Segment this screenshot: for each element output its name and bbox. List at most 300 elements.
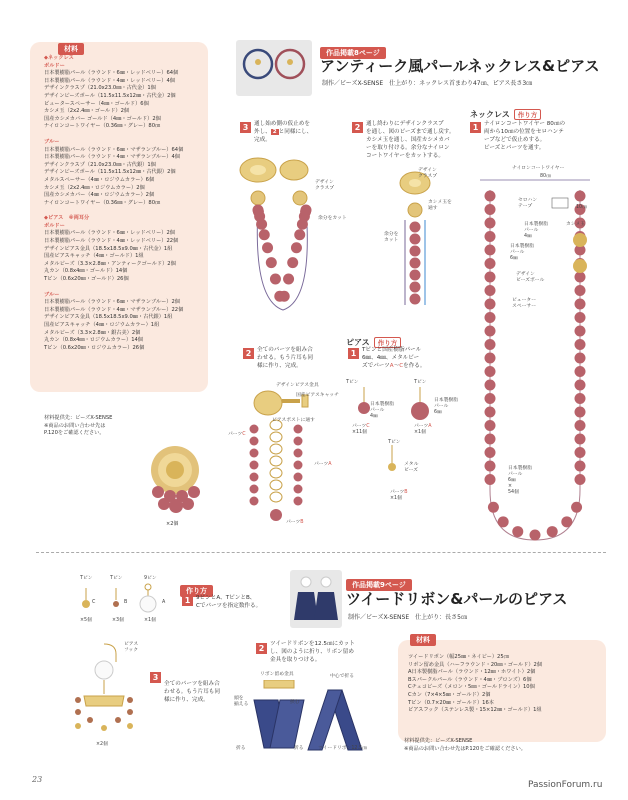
- pearl-bead: [485, 245, 496, 256]
- e-partsA-t: パーツ: [414, 424, 429, 429]
- jump-ring: [270, 480, 282, 490]
- pearl-bead: [498, 516, 509, 527]
- pearl-bead: [256, 219, 267, 230]
- e-partsC-l: C: [366, 424, 370, 429]
- pearl-bead: [262, 242, 273, 253]
- pearl-bead: [410, 258, 421, 269]
- r-note2: ※商品のお問い合わせ先はP.120をご確認ください。: [404, 745, 526, 752]
- necklace-bordeaux-item: 国産カシメカバー ゴールド（4㎜・ゴールド）2個: [44, 115, 161, 122]
- n1-b4: ×: [508, 484, 513, 489]
- earring-note: ※両耳分: [68, 215, 90, 222]
- pearl-bead: [575, 474, 586, 485]
- pearl-bead: [571, 502, 582, 513]
- project2-badge: 作品掲載9ページ: [346, 579, 412, 591]
- jump-ring: [270, 492, 282, 502]
- earring-bordeaux-item: 日本製樹脂パール（ラウンド・4㎜・レッドベリー）22個: [44, 238, 179, 245]
- n-step1-line3: ープなどで仮止めする。: [484, 137, 546, 143]
- r-x5: ×5個: [80, 618, 92, 623]
- earring-step1-text: [362, 346, 425, 370]
- supplier-note-3: P.120をご確認ください。: [44, 430, 105, 437]
- pearl-bead: [287, 257, 298, 268]
- n1-spacer-label: [512, 298, 536, 310]
- n-step3-line2: [254, 128, 312, 136]
- n1-nylon-a: ナイロンコートワイヤー: [512, 166, 565, 171]
- n-step3-ref: 2: [272, 129, 277, 135]
- r3-hook-a: ピアス: [124, 642, 139, 647]
- watermark: PassionForum.ru: [528, 780, 603, 790]
- pearl-bead: [485, 420, 496, 431]
- e-partsC-t: パーツ: [352, 424, 367, 429]
- necklace-heading: ◆ネックレス: [44, 55, 74, 61]
- pearl-bead: [250, 437, 259, 446]
- pearl-bead: [575, 272, 586, 283]
- e2-pc-l: C: [242, 432, 246, 437]
- earring-blue-items: [44, 299, 183, 352]
- pearl-bead: [485, 204, 496, 215]
- n1-tape-a: セロハン: [518, 198, 538, 203]
- e-partsC-x: ×11個: [352, 430, 367, 435]
- earring-bordeaux-item: Tピン（0.6x20㎜・ゴールド）26個: [44, 276, 129, 283]
- r-x1: ×1個: [144, 618, 156, 623]
- pearl-bead: [283, 274, 294, 285]
- pearl-bead: [410, 282, 421, 293]
- earring-bordeaux-items: [44, 230, 183, 283]
- ribbon-material-item: Tピン（0.7×20㎜・ゴールド）16本: [408, 699, 494, 706]
- pearl-bead: [294, 473, 303, 482]
- pearl-bead: [485, 380, 496, 391]
- r-step1-c: Cでパーツを指定数作る。: [196, 603, 262, 609]
- earring-blue-item: 日本製樹脂パール（ラウンド・6㎜・マザランブルー）2個: [44, 299, 180, 306]
- e2-design-label: デザインピアス金具: [276, 383, 319, 388]
- ribbon-step1-number: 1: [182, 595, 193, 606]
- n-step1-line2: 両から10㎝の位置をセロハンテ: [484, 129, 564, 135]
- pearl-bead: [485, 272, 496, 283]
- n-step3-c: と同様にし、: [278, 129, 313, 135]
- pearl-bead: [294, 449, 303, 458]
- pearl-bead: [410, 234, 421, 245]
- pearl-bead: [250, 497, 259, 506]
- pearl-bead: [575, 407, 586, 418]
- n1-crimp-label: カシメ玉: [566, 222, 586, 227]
- n-step2-line3: カシメ玉を通し、国産カシメカバ: [366, 137, 450, 143]
- ribbon-howto-badge: 作り方: [180, 585, 213, 597]
- necklace-blue-item: デザインビーズボール（11.5x11.5x12㎜・古代銀）2個: [44, 169, 176, 176]
- r-step2-line1: ツイードリボンを12.5㎝にカット: [270, 641, 355, 647]
- project2-credit: 制作／ビーズX-SENSE 仕上がり：長さ5㎝: [348, 614, 467, 621]
- pearl-bead: [250, 425, 259, 434]
- ribbon-step2-number: 2: [256, 643, 267, 654]
- pearl-bead: [485, 339, 496, 350]
- necklace-bordeaux-item: ナイロンコートワイヤー（0.36㎜・グレー）80㎝: [44, 123, 161, 130]
- e2-catch-label: 国産ピアスキャッチ: [296, 393, 339, 398]
- pearl-bead: [410, 294, 421, 305]
- pearl-bead: [250, 449, 259, 458]
- necklace-blue-item: デザインクラスプ（21.0x23.0㎜・古代銀）1個: [44, 161, 156, 168]
- n1-p4b: パール: [524, 228, 539, 233]
- necklace-bordeaux-item: カシメ玉（2x2.4㎜・ゴールド）2個: [44, 108, 130, 115]
- e-partsB-x: ×1個: [390, 496, 402, 501]
- necklace-blue-item: 日本製樹脂パール（ラウンド・4㎜・マザランブルー）4個: [44, 154, 180, 161]
- necklace-section-header: [470, 102, 541, 121]
- pearl-bead: [294, 437, 303, 446]
- necklace-section-title: ネックレス: [470, 110, 510, 119]
- ribbon-step1-text: [196, 594, 261, 610]
- r-note1: 材料提供先：ビーズX-SENSE: [404, 738, 473, 744]
- r2-hold-b: 揃える: [234, 702, 249, 707]
- pearl-bead: [575, 299, 586, 310]
- ribbon-material-item: リボン留め金具（ハーフラウンド・20㎜・ゴールド）2個: [408, 661, 543, 668]
- n1-sp-a: ピューター: [512, 298, 536, 303]
- earring-bordeaux-item: メタルビーズ（3.3×2.8㎜・アンティークゴールド）2個: [44, 260, 176, 267]
- e-partsA: [414, 424, 432, 436]
- r-step1-b: B、: [245, 595, 256, 601]
- bordeaux-heading: ボルドー: [44, 62, 65, 69]
- necklace-blue-item: カシメ玉（2x2.4㎜・ロジウムカラー）2個: [44, 184, 145, 191]
- e-tpin-1: Tピン: [346, 380, 359, 385]
- r3-x2-label: ×2個: [96, 742, 108, 747]
- e-p6c: 6㎜: [434, 410, 442, 415]
- r3-hook-b: フック: [124, 648, 139, 653]
- e-step2-line2: わせる。もう片耳も同: [257, 355, 313, 361]
- pearl-bead: [279, 291, 290, 302]
- ribbon-step3-diagram: [64, 640, 144, 740]
- design-bead-ball: [573, 233, 587, 247]
- necklace-bordeaux-item: ピュータースペーサー（4㎜・ゴールド）6個: [44, 100, 149, 107]
- necklace-howto-badge: 作り方: [514, 109, 542, 120]
- project1-badge: 作品掲載8ページ: [320, 47, 386, 59]
- e2-post-label: ピアスポストに通す: [272, 418, 315, 423]
- e-step1-parts: ズでパーツ: [362, 363, 390, 369]
- necklace-bordeaux-items: [44, 70, 183, 131]
- e-p4a: 日本製樹脂: [370, 402, 394, 407]
- n3-clasp-b: クラスプ: [315, 186, 335, 191]
- e-step1-line2: 6㎜、4㎜、メタルビー: [362, 355, 420, 361]
- n2-crimp-b: 通す: [428, 206, 438, 211]
- pearl-bead: [250, 485, 259, 494]
- pearl-bead: [485, 474, 496, 485]
- earring-blue-item: 丸カン（0.8x4㎜・ロジウムカラー）14個: [44, 337, 143, 344]
- ribbon-supplier-note: [404, 738, 526, 753]
- n1-ball-label: [516, 272, 544, 284]
- n1-bottom-label: [508, 466, 532, 496]
- pearl-bead: [301, 205, 312, 216]
- pearl-bead: [575, 191, 586, 202]
- pearl-bead: [294, 497, 303, 506]
- pearl-bead: [547, 526, 558, 537]
- earring-step1-number: 1: [348, 348, 359, 359]
- e-step1-make: を作る。: [403, 363, 426, 369]
- n1-p4a: 日本製樹脂: [524, 222, 548, 227]
- pearl-bead: [485, 353, 496, 364]
- ribbon-material-tag: 材料: [410, 634, 436, 646]
- n1-tape-label: [518, 198, 537, 210]
- e-p4c: 4㎜: [370, 414, 378, 419]
- e2-pa-l: A: [328, 462, 332, 467]
- pearl-bead: [270, 509, 282, 521]
- e2-pc-t: パーツ: [228, 432, 243, 437]
- n2-crimp-label: [428, 200, 452, 212]
- r-step3-line2: わせる。もう片耳も同: [164, 689, 220, 695]
- r-step3-line1: 全てのパーツを組み合: [164, 681, 220, 687]
- ribbon-material-item: Cカン（7×4×5㎜・ゴールド）2個: [408, 691, 491, 698]
- pearl-bead: [485, 285, 496, 296]
- jump-ring: [270, 468, 282, 478]
- pearl-bead: [575, 461, 586, 472]
- pearl-bead: [250, 461, 259, 470]
- jump-ring: [270, 432, 282, 442]
- ribbon-clip-icon: [264, 680, 294, 688]
- e2-pb-t: パーツ: [286, 520, 301, 525]
- e-partsB-l: B: [404, 490, 408, 495]
- necklace-blue-items: [44, 147, 183, 208]
- n3-clasp-label: [315, 180, 334, 192]
- pearl-bead: [485, 407, 496, 418]
- ribbon-material-item: ピアスフック（ステンレス製・15×12㎜・ゴールド）1組: [408, 707, 542, 714]
- necklace-bead-loop: [485, 191, 588, 541]
- e-tpin-2: Tピン: [414, 380, 427, 385]
- supplier-note: [44, 415, 112, 438]
- earring-step2-diagram: [228, 385, 338, 530]
- pearl-bead: [485, 434, 496, 445]
- pearl-bead: [410, 246, 421, 257]
- r3-hook-label: [124, 642, 138, 654]
- r-A: A: [162, 600, 166, 605]
- supplier-note-2: ※商品のお問い合わせ先は: [44, 422, 106, 429]
- e-p4b: パール: [370, 408, 385, 413]
- earring-blue-heading: ブルー: [44, 291, 60, 298]
- pearl-bead: [485, 326, 496, 337]
- n2-cut-b: カット: [384, 238, 399, 243]
- n-step1-line4: ビーズとパーツを通す。: [484, 145, 545, 151]
- n1-b2: パール: [508, 472, 523, 477]
- necklace-blue-item: 国産カシメカバー（4㎜・ロジウムカラー）2個: [44, 192, 155, 199]
- r2-ribbon-label: ツイードリボン12.5㎝: [318, 746, 367, 751]
- e-p6a: 日本製樹脂: [434, 398, 458, 403]
- necklace-photo-art: [236, 40, 312, 96]
- pearl-bead: [485, 312, 496, 323]
- earring-step2-number: 2: [243, 348, 254, 359]
- n1-p6b: パール: [510, 250, 525, 255]
- r2-clip-label: リボン留め金具: [260, 672, 294, 677]
- earring-howto-badge: 作り方: [374, 337, 402, 348]
- earring-section-title: ピアス: [346, 338, 370, 347]
- n-step2-line1: 通し終わりにデザインクラスプ: [366, 121, 444, 127]
- pearl-bead: [575, 339, 586, 350]
- project2-title: ツイードリボン&パールのピアス: [346, 590, 568, 608]
- pearl-bead: [512, 526, 523, 537]
- pearl-bead: [485, 393, 496, 404]
- pearl-bead: [485, 191, 496, 202]
- n-step1-line1: ナイロンコートワイヤー 80㎝の: [484, 121, 566, 127]
- pearl-bead: [575, 447, 586, 458]
- n-step2-line5: コートワイヤーをカットする。: [366, 153, 444, 159]
- pearl-bead: [266, 257, 277, 268]
- earring-blue-item: 日本製樹脂パール（ラウンド・4㎜・マザランブルー）22個: [44, 306, 184, 313]
- pearl-bead: [485, 447, 496, 458]
- n2-clasp-label: [418, 168, 437, 180]
- necklace-step2-number: 2: [352, 122, 363, 133]
- earring-bordeaux-heading: ボルドー: [44, 222, 65, 229]
- ribbon-material-item: Cチェコビーズ（メロン・5㎜・ゴールドライン）10個: [408, 684, 535, 691]
- bead-ball-icon-2: [408, 203, 422, 217]
- n-step3-b: 外し、: [254, 129, 271, 135]
- pearl-bead: [270, 274, 281, 285]
- n-step3-line1: 通し始め側の仮止めを: [254, 121, 310, 127]
- earring-bordeaux-item: 丸カン（0.8x4㎜・ゴールド）14個: [44, 268, 128, 275]
- ribbon-material-list: [408, 654, 542, 715]
- r2-fold2-label: 折る: [294, 746, 304, 751]
- e-step1-tilde: 〜: [393, 363, 400, 369]
- section-divider: [36, 552, 606, 553]
- supplier-note-1: 材料提供先：ビーズX-SENSE: [44, 415, 113, 421]
- r-x3: ×3個: [112, 618, 124, 623]
- x2-label: ×2個: [166, 521, 179, 527]
- r-tpin-2: Tピン: [110, 576, 123, 581]
- project2-photo: [290, 570, 342, 628]
- pearl-bead: [294, 425, 303, 434]
- n2-crimp-a: カシメ玉を: [428, 200, 452, 205]
- pearl-bead: [410, 270, 421, 281]
- n1-tape-b: テープ: [518, 204, 533, 209]
- pearl-column: [410, 222, 421, 305]
- necklace-bordeaux-item: デザインビーズボール（11.5x11.5x12㎜・古代金）2個: [44, 92, 176, 99]
- pearl-bead: [485, 218, 496, 229]
- e-step1-c: C: [399, 363, 404, 369]
- n3-clasp-a: デザイン: [315, 180, 334, 185]
- r-step1-a: 9ピンとA、Tピンと: [196, 595, 246, 601]
- r-9pin: 9ピン: [144, 576, 157, 581]
- e-partsA-l: A: [428, 424, 432, 429]
- ribbon-step2-text: [270, 640, 355, 664]
- pearl-bead: [530, 530, 541, 541]
- material-tag: 材料: [58, 43, 84, 55]
- n1-ball-a: デザイン: [516, 272, 535, 277]
- ribbon-material-item: ツイードリボン（幅25㎜・ネイビー）25㎝: [408, 654, 509, 660]
- pearl-bead: [485, 461, 496, 472]
- earring-bordeaux-item: 日本製樹脂パール（ラウンド・6㎜・レッドベリー）2個: [44, 230, 175, 237]
- necklace-bordeaux-item: デザインクラスプ（21.0x23.0㎜・古代金）1個: [44, 85, 156, 92]
- e-step1-line1: Tピンと国産樹脂パール: [362, 347, 422, 353]
- pearl-bead: [575, 312, 586, 323]
- ribbon-material-item: A日本製樹脂パール（ラウンド・12㎜・ホワイト）2個: [408, 669, 536, 676]
- necklace-bordeaux-item: 日本製樹脂パール（ラウンド・6㎜・レッドベリー）64個: [44, 70, 179, 77]
- jump-ring: [270, 444, 282, 454]
- pearl-bead: [575, 285, 586, 296]
- e-metal-a: メタル: [404, 462, 419, 467]
- ribbon-step3-text: [164, 680, 220, 704]
- n2-cut-a: 余分を: [384, 232, 399, 237]
- tape-icon: [552, 198, 568, 208]
- n-step3-line3: 完成。: [254, 137, 271, 143]
- e-metal-b: ビーズ: [404, 468, 418, 473]
- r2-hold-a: 頭を: [234, 696, 244, 701]
- e2-partsA-label: [314, 462, 332, 468]
- pearl-bead: [294, 229, 305, 240]
- necklace-blue-item: 日本製樹脂パール（ラウンド・6㎜・マザランブルー）64個: [44, 146, 184, 153]
- e-step2-line1: 全てのパーツを組み合: [257, 347, 313, 353]
- project1-photo: [236, 40, 312, 96]
- e2-pb-l: B: [300, 520, 304, 525]
- pearl-bead: [575, 380, 586, 391]
- blue-heading: ブルー: [44, 138, 60, 145]
- n1-nylon-label: [512, 166, 564, 172]
- e2-partsC-label: [228, 432, 246, 438]
- jump-ring-chain: [250, 420, 303, 521]
- e2-partsB-label: [286, 520, 304, 526]
- pearl-bead: [485, 299, 496, 310]
- e-step2-line3: 様に作り、完成。: [257, 363, 302, 369]
- pearl-bead: [488, 502, 499, 513]
- n1-p6c: 6㎜: [510, 256, 518, 261]
- n1-b5: 54個: [508, 490, 519, 495]
- n1-80cm-label: 80㎝: [540, 174, 551, 179]
- n2-cut-label: [384, 232, 398, 244]
- n1-10cm-label: 10㎝: [576, 205, 587, 210]
- n2-clasp-a: デザイン: [418, 168, 437, 173]
- pearl-bead: [291, 242, 302, 253]
- jump-ring: [270, 456, 282, 466]
- earring-blue-item: Tピン（0.6x20㎜・ロジウムカラー）26個: [44, 344, 145, 351]
- project1-title: アンティーク風パールネックレス&ピアス: [320, 57, 600, 75]
- n1-ball-b: ビーズボール: [516, 278, 545, 283]
- e-p6-label: [434, 398, 458, 416]
- r2-fold1-label: 折る: [236, 746, 246, 751]
- necklace-material-list: [44, 55, 183, 352]
- n1-pearl4-label: [524, 222, 548, 240]
- necklace-step1-text: [484, 120, 565, 152]
- e-partsA-x: ×1個: [414, 430, 426, 435]
- e-partsB: [390, 490, 408, 502]
- ribbon-step3-number: 3: [150, 672, 161, 683]
- e-step1-a: A: [389, 363, 394, 369]
- pearl-bead: [485, 366, 496, 377]
- earring-blue-item: デザインピアス金具（18.5x18.5x9.0㎜・古代銀）1組: [44, 314, 173, 321]
- n1-p6a: 日本製樹脂: [510, 244, 534, 249]
- earring-blue-item: 国産ピアスキャッチ（4㎜・ロジウムカラー）1組: [44, 322, 160, 328]
- n3-cut-label: 余分をカット: [318, 216, 347, 221]
- e-p6b: パール: [434, 404, 449, 409]
- earring-heading: [44, 215, 183, 223]
- pearl-bead: [575, 434, 586, 445]
- r2-center-label: 中心で折る: [330, 674, 354, 679]
- pearl-bead: [575, 366, 586, 377]
- e-partsC: [352, 424, 370, 436]
- pearl-bead: [485, 231, 496, 242]
- e-metal-label: [404, 462, 418, 474]
- project1-credit: 制作／ビーズX-SENSE 仕上がり：ネックレス首まわり47㎝、ピアス長さ3㎝: [322, 80, 533, 87]
- r-step3-line3: 様に作り、完成。: [164, 697, 209, 703]
- page-number: 23: [32, 775, 43, 784]
- r-step2-line3: 金具を取りつける。: [270, 657, 321, 663]
- pearl-bead: [259, 229, 270, 240]
- ribbon-material-item: Bスパークルパール（ラウンド・4㎜・ブロンズ）6個: [408, 676, 532, 683]
- pearl-bead: [485, 258, 496, 269]
- n1-p4c: 4㎜: [524, 234, 532, 239]
- necklace-bordeaux-item: 日本製樹脂パール（ラウンド・4㎜・レッドベリー）4個: [44, 77, 175, 84]
- earring-bordeaux-item: デザインピアス金具（18.5x18.5x9.0㎜・古代金）1組: [44, 245, 173, 252]
- clasp-icon: [240, 158, 308, 182]
- n1-b1: 日本製樹脂: [508, 466, 532, 471]
- earring-flower-illustration: [140, 440, 210, 515]
- earring-heading-text: ◆ピアス: [44, 215, 64, 222]
- pearl-strand: [253, 205, 312, 302]
- r-tpin-1: Tピン: [80, 576, 93, 581]
- r-step1-line1: [196, 594, 261, 602]
- necklace-step1-number: 1: [470, 122, 481, 133]
- pearl-bead: [575, 420, 586, 431]
- ear-hook-icon: [104, 644, 116, 662]
- pearl-bead: [575, 326, 586, 337]
